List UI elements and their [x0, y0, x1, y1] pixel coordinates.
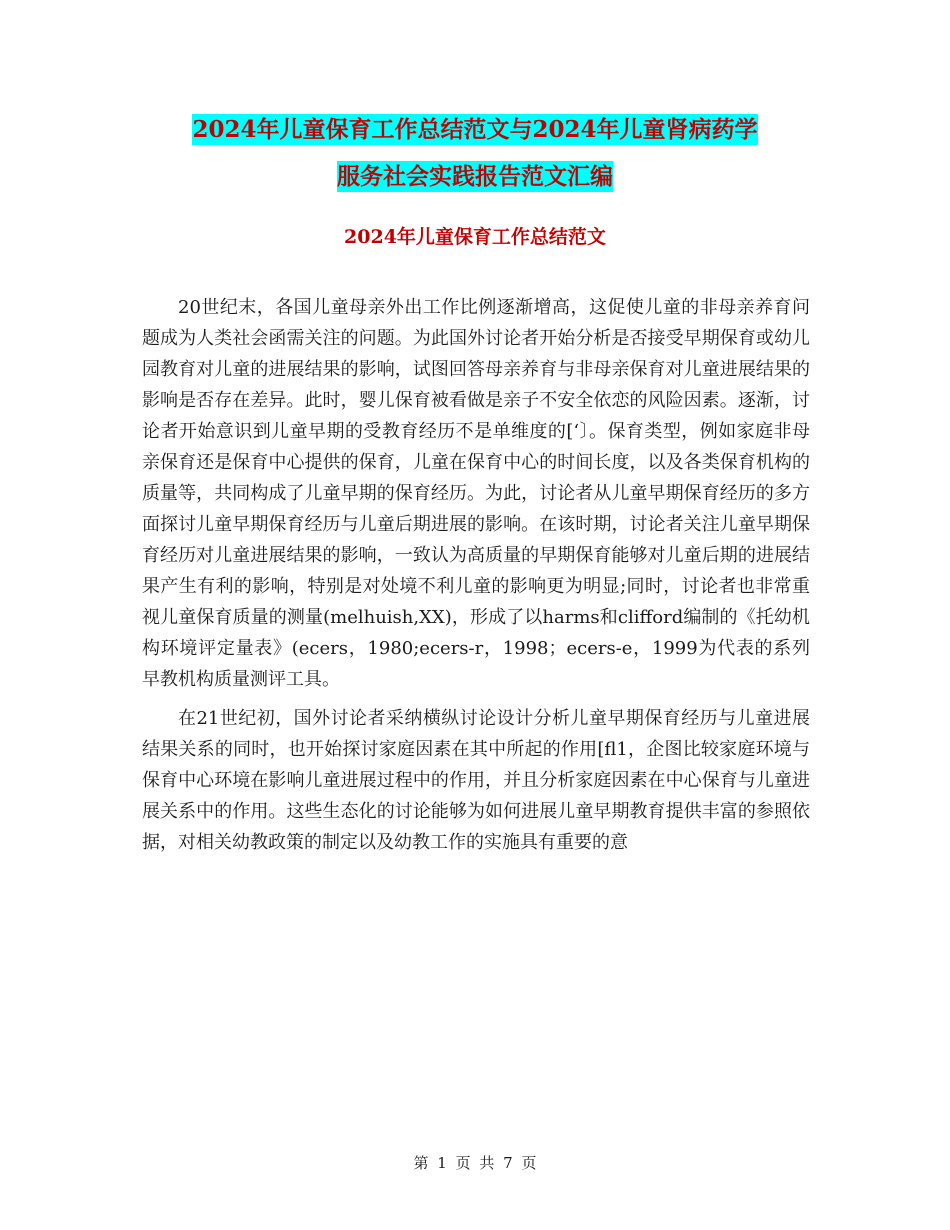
paragraph: 在21世纪初，国外讨论者采纳横纵讨论设计分析儿童早期保育经历与儿童进展结果关系的同时，也开始探讨家庭因素在其中所起的作用[fl1，企图比较家庭环境与保育中心环境在影响儿童进展过程中的作用，并且分析家庭因素在中心保育与儿童进展关系中的作用。这些生态化的讨论能够为如何进展儿童早期教育提供丰富的参照依据，对相关幼教政策的制定以及幼教工作的实施具有重要的意 [142, 708, 810, 853]
body-text [142, 292, 810, 858]
title-line-2: 服务社会实践报告范文汇编 [337, 163, 613, 190]
paragraph: 20世纪末，各国儿童母亲外出工作比例逐渐增高，这促使儿童的非母亲养育问题成为人类社会函需关注的问题。为此国外讨论者开始分析是否接受早期保育或幼儿园教育对儿童的进展结果的影响，试图回答母亲养育与非母亲保育对儿童进展结果的影响是否存在差异。此时，婴儿保育被看做是亲子不安全依恋的风险因素。逐渐，讨论者开始意识到儿童早期的受教育经历不是单维度的[‘〕。保育类型，例如家庭非母亲保育还是保育中心提供的保育，儿童在保育中心的时间长度，以及各类保育机构的质量等，共同构成了儿童早期的保育经历。为此，讨论者从儿童早期保育经历的多方面探讨儿童早期保育经历与儿童后期进展的影响。在该时期，讨论者关注儿童早期保育经历对儿童进展结果的影响，一致认为高质量的早期保育能够对儿童后期的进展结果产生有利的影响，特别是对处境不利儿童的影响更为明显;同时，讨论者也非常重视儿童保育质量的测量(melhuish,XX)，形成了以harms和clifford编制的《托幼机构环境评定量表》(ecers，1980;ecers-r，1998；ecers-e，1999为代表的系列早教机构质量测评工具。 [142, 297, 810, 690]
page-footer: 第 1 页 共 7 页 [413, 1154, 537, 1172]
section-title: 2024年儿童保育工作总结范文 [344, 226, 606, 248]
document-title [100, 106, 850, 200]
title-line-1: 2024年儿童保育工作总结范文与2024年儿童肾病药学 [192, 116, 758, 143]
